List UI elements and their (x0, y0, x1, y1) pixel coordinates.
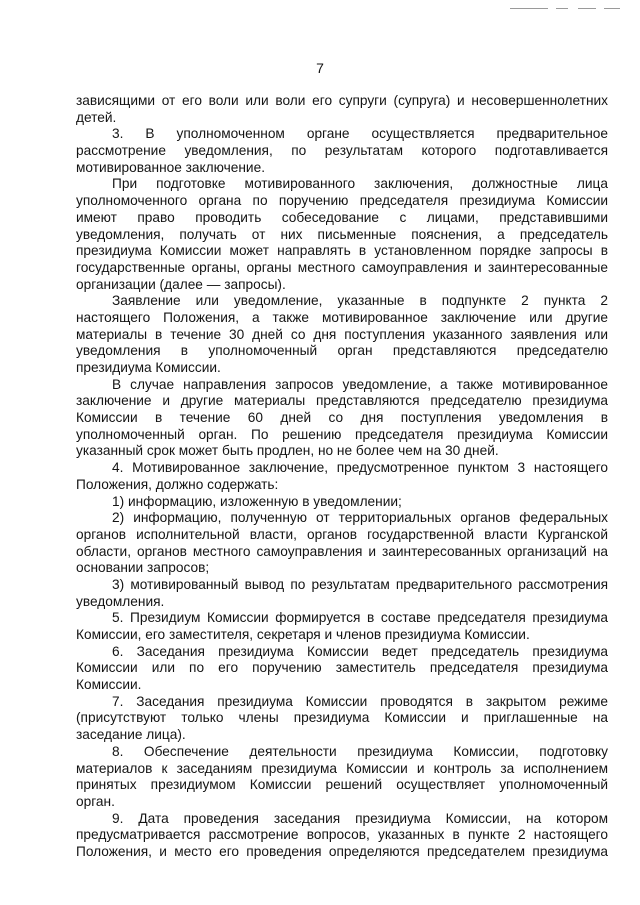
text-line: При подготовке мотивированного заключения, должностные лица (112, 176, 608, 192)
text-line: Комиссии, его заместителя, секретаря и членов президиума Комиссии. (76, 627, 530, 642)
text-line: уполномоченный орган. По решению председателя президиума Комиссии (76, 426, 608, 442)
text-line: заседание лица). (76, 727, 186, 743)
text-line: детей. (76, 109, 117, 125)
text-line: 1) информацию, изложенную в уведомлении; (112, 493, 402, 509)
scan-mark (510, 8, 548, 9)
text-line: материалов к заседаниям президиума Комиссии и контроль за исполнением (76, 760, 608, 776)
text-line: В случае направления запросов уведомление, а также мотивированное (112, 376, 608, 392)
text-line: государственные органы, органы местного самоуправления и заинтересованные (76, 259, 608, 275)
text-line: зависящими от его воли или воли его супруги (супруга) и несовершеннолетних (76, 93, 608, 108)
text-line: уведомления в уполномоченный орган представляются председателю (76, 343, 608, 359)
text-line: орган. (76, 793, 115, 809)
text-line: 5. Президиум Комиссии формируется в составе председателя президиума (112, 610, 608, 626)
document-body (76, 93, 608, 861)
text-line: органов исполнительной власти, органов государственной власти Курганской (76, 526, 608, 542)
text-line: 6. Заседания президиума Комиссии ведет председатель президиума (112, 643, 608, 659)
text-line: Заявление или уведомление, указанные в подпункте 2 пункта 2 (112, 293, 608, 309)
text-line: 4. Мотивированное заключение, предусмотренное пунктом 3 настоящего (112, 460, 608, 476)
scan-mark (556, 8, 568, 9)
text-line: президиума Комиссии может направлять в установленном порядке запросы в (76, 243, 608, 259)
page-number: 7 (316, 60, 324, 76)
text-line: уполномоченного органа по поручению председателя президиума Комиссии (76, 193, 608, 209)
text-line: Комиссии. (76, 677, 142, 693)
text-line: Положения, и место его проведения определяются председателем президиума (76, 843, 608, 859)
text-line: организации (далее — запросы). (76, 276, 286, 292)
text-line: президиума Комиссии. (76, 360, 221, 375)
text-line: уведомления. (76, 593, 165, 609)
text-line: 2) информацию, полученную от территориальных органов федеральных (112, 510, 608, 526)
text-line: уведомления, получать от них письменные пояснения, а председатель (76, 226, 608, 242)
text-line: предусматривается рассмотрение вопросов, указанных в пункте 2 настоящего (76, 827, 608, 843)
text-line: основании запросов; (76, 560, 210, 576)
text-line: принятых президиумом Комиссии решений осуществляет уполномоченный (76, 777, 608, 793)
text-line: 8. Обеспечение деятельности президиума Комиссии, подготовку (112, 743, 608, 759)
text-line: Комиссии в течение 60 дней со дня поступления уведомления в (76, 410, 608, 426)
text-line: мотивированное заключение. (76, 159, 265, 175)
text-line: рассмотрение уведомления, по результатам которого подготавливается (76, 143, 608, 159)
text-line: 3) мотивированный вывод по результатам предварительного рассмотрения (112, 576, 608, 592)
text-line: указанный срок может быть продлен, но не более чем на 30 дней. (76, 443, 499, 459)
text-line: области, органов местного самоуправления и заинтересованных организаций на (76, 543, 608, 559)
text-line: Комиссии или по его поручению заместитель председателя президиума (76, 660, 608, 676)
text-line: 7. Заседания президиума Комиссии проводятся в закрытом режиме (112, 693, 608, 709)
text-line: Положения, должно содержать: (76, 476, 279, 492)
scan-mark (578, 8, 596, 9)
text-line: (присутствуют только члены президиума Комиссии и приглашенные на (76, 710, 608, 726)
text-line: настоящего Положения, а также мотивированное заключение или другие (76, 309, 608, 325)
text-line: заключение и другие материалы представляются председателю президиума (76, 393, 608, 409)
scan-mark (604, 8, 620, 9)
text-line: материалы в течение 30 дней со дня поступления указанного заявления или (76, 326, 608, 342)
text-line: 3. В уполномоченном органе осуществляется предварительное (112, 126, 608, 142)
text-line: 9. Дата проведения заседания президиума Комиссии, на котором (112, 810, 608, 826)
text-line: имеют право проводить собеседование с лицами, представившими (76, 209, 608, 225)
